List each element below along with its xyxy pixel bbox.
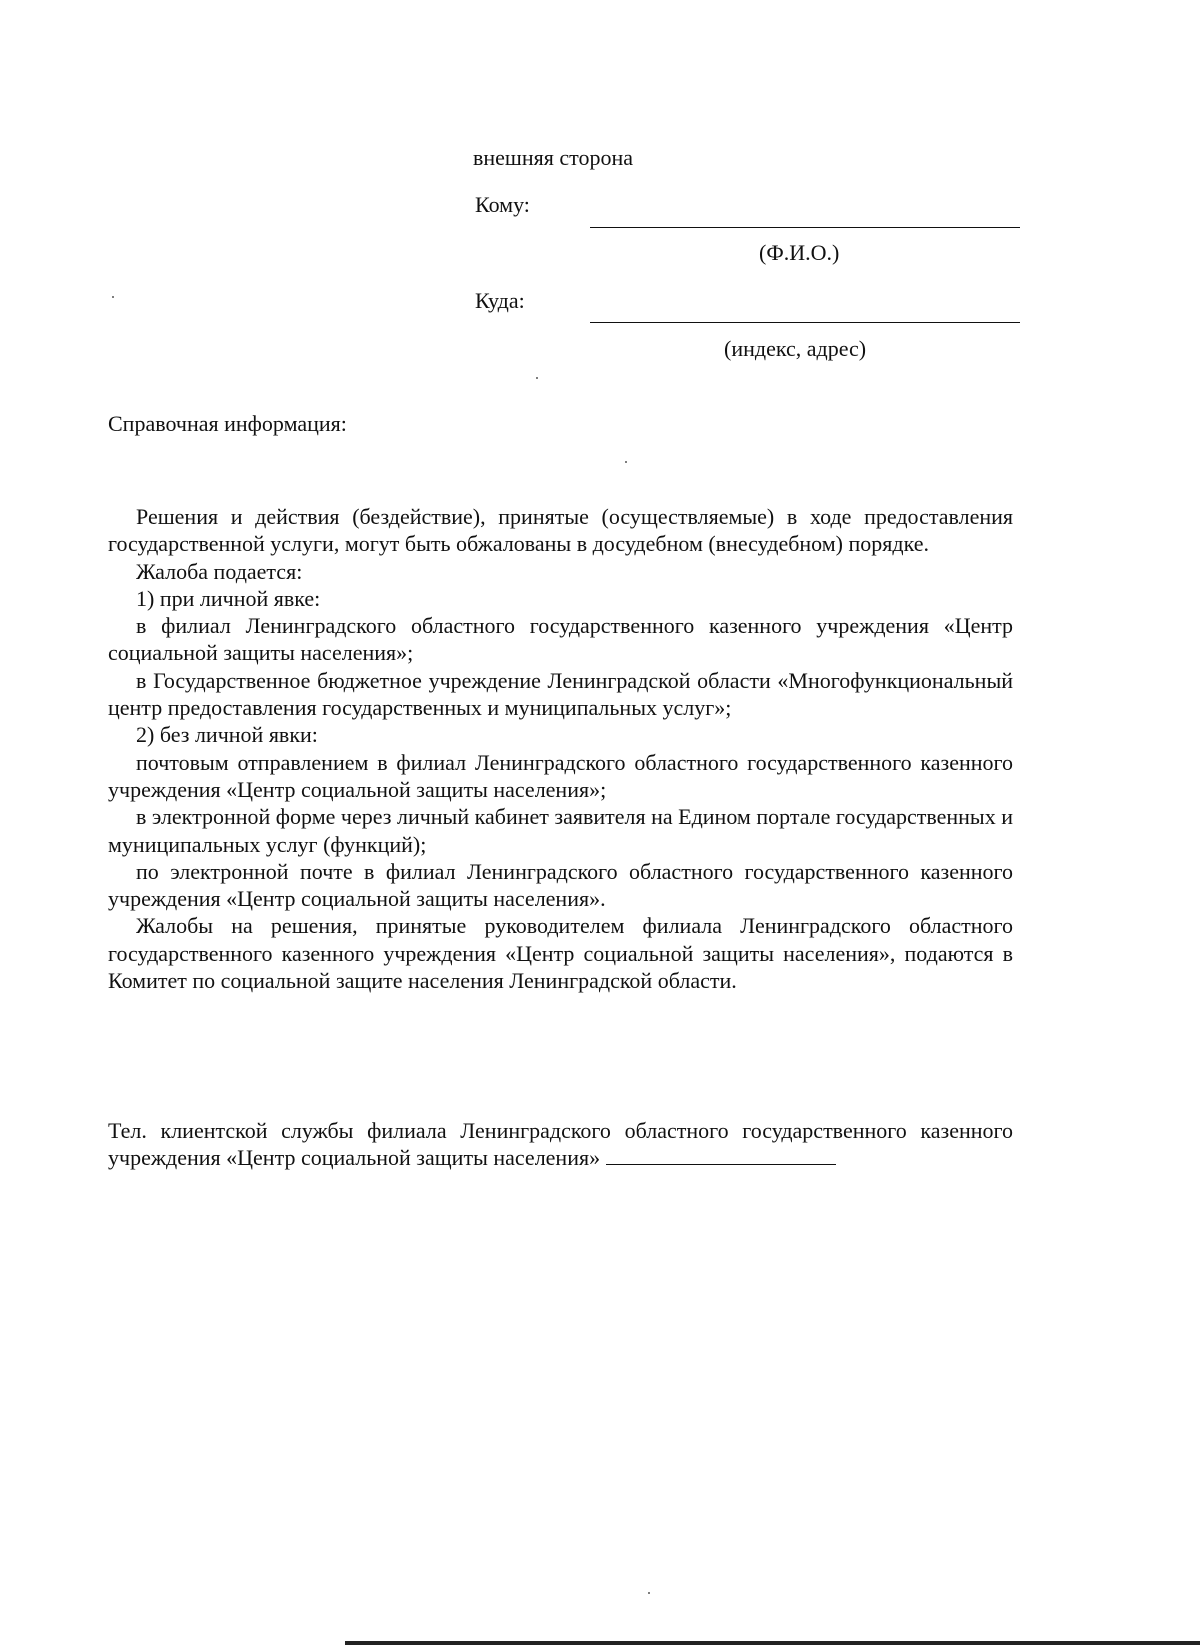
paragraph: в Государственное бюджетное учреждение Ленинградской области «Многофункциональный центр предоставления государственных и муниципальных услуг»; [108,667,1013,721]
paragraph: Решения и действия (бездействие), принятые (осуществляемые) в ходе предоставления государственной услуги, могут быть обжалованы в досудебном (внесудебном) порядке. [108,504,1013,557]
scan-speck [625,461,627,463]
to-label: Кому: [475,192,530,217]
scan-edge-bar [345,1641,1200,1645]
paragraph: по электронной почте в филиал Ленинградского областного государственного казенного учреждения «Центр социальной защиты населения». [108,858,1013,912]
paragraph: Жалобы на решения, принятые руководителем филиала Ленинградского областного государственного казенного учреждения «Центр социальной защиты населения», подаются в Комитет по социальной защите населения Ленинградской области. [108,913,1013,994]
where-caption: (индекс, адрес) [724,336,867,361]
scan-speck [536,377,538,379]
paragraph: почтовым отправлением в филиал Ленинградского областного государственного казенного учреждения «Центр социальной защиты населения»; [108,749,1013,802]
paragraph: 1) при личной явке: [136,585,321,611]
phone-fill-line [606,1146,836,1165]
to-fill-line [590,227,1020,228]
paragraph: Жалоба подается: [136,558,303,584]
phone-text: Тел. клиентской службы филиала Ленинградского областного государственного казенного учреждения «Центр социальной защиты населения» [108,1118,1013,1171]
to-caption: (Ф.И.О.) [759,240,840,265]
appeal-procedure-text [108,503,1013,994]
where-label: Куда: [475,288,525,313]
where-fill-line [590,322,1020,323]
paragraph: в филиал Ленинградского областного государственного казенного учреждения «Центр социальной защиты населения»; [108,613,1013,666]
scan-speck [112,296,114,298]
phone-block [108,1117,1013,1172]
scan-speck [648,1592,650,1594]
paragraph: 2) без личной явки: [136,722,318,748]
side-label: внешняя сторона [473,145,634,170]
info-heading: Справочная информация: [108,411,347,436]
paragraph: в электронной форме через личный кабинет заявителя на Едином портале государственных и муниципальных услуг (функций); [108,804,1013,857]
